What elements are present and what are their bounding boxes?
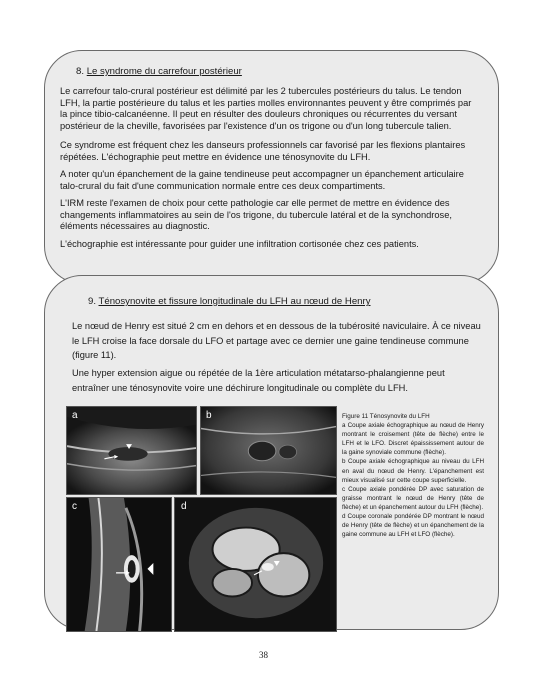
section-9-title xyxy=(88,296,371,307)
ultrasound-a-graphic xyxy=(67,407,196,494)
caption-c: c Coupe axiale pondérée DP avec saturation de graisse montrant le nœud de Henry (tête de flèche) et un épanchement autour du LFH (flèche). xyxy=(342,485,484,511)
section-9-title-text: Ténosynovite et fissure longitudinale du LFH au nœud de Henry xyxy=(98,296,371,307)
section-8-paragraph-3: A noter qu'un épanchement de la gaine tendineuse peut accompagner un épanchement articulaire talo-crural du fait d'une communication normale entre ces deux compartiments. xyxy=(60,169,464,191)
section-9-number: 9. xyxy=(88,296,97,307)
caption-b: b Coupe axiale échographique au niveau du LFH en aval du nœud de Henry. L'épanchement est mieux visualisé sur cette coupe superficielle. xyxy=(342,458,484,484)
section-8-paragraph-5: L'échographie est intéressante pour guider une infiltration cortisonée chez ces patients. xyxy=(60,239,419,249)
figure-image-b-ultrasound xyxy=(200,406,337,495)
ultrasound-b-graphic xyxy=(201,407,336,494)
figure-caption xyxy=(342,412,484,539)
caption-a: a Coupe axiale échographique au nœud de Henry montrant le croisement (tête de flèche) entre le LFH et le LFO. Discret épaississement autour de la gaine synoviale commune (flèche). xyxy=(342,422,484,457)
figure-label-b: b xyxy=(206,410,212,421)
caption-title: Figure 11 Ténosynovite du LFH xyxy=(342,413,430,420)
figure-image-d-mri xyxy=(174,497,337,632)
figure-image-c-mri xyxy=(66,497,172,632)
figure-image-a-ultrasound xyxy=(66,406,197,495)
section-9-paragraph-2: Une hyper extension aigue ou répétée de la 1ère articulation métatarso-phalangienne peut entraîner une ténosynovite voire une déchirure longitudinale ou complète du LFH. xyxy=(72,368,445,393)
figure-label-a: a xyxy=(72,410,78,421)
section-9-paragraph-1: Le nœud de Henry est situé 2 cm en dehors et en dessous de la tubérosité naviculaire. À ce niveau le LFH croise la face dorsale du LFO et partage avec ce dernier une gaine tendineuse commune (figure 11). xyxy=(72,321,481,360)
section-8-paragraph-1: Le carrefour talo-crural postérieur est délimité par les 2 tubercules postérieurs du talus. Le tendon LFH, la partie postérieure du talus et les parties molles environnantes peuvent y être comprimés par la pince tibio-calcanéenne. Il peut en résulter des douleurs chroniques ou récurrentes du versant postérieur de la cheville, favorisées par l'existence d'un os trigone ou d'un long tubercule talien. xyxy=(60,86,472,131)
mri-d-graphic xyxy=(175,498,336,631)
section-8-title xyxy=(76,66,242,77)
page-number: 38 xyxy=(259,650,268,660)
section-8-number: 8. xyxy=(76,66,85,77)
figure-label-c: c xyxy=(72,501,77,512)
figure-label-d: d xyxy=(181,501,187,512)
section-8-paragraph-2: Ce syndrome est fréquent chez les danseurs professionnels car favorisé par les flexions plantaires répétées. L'échographie peut mettre en évidence une ténosynovite du LFH. xyxy=(60,140,466,162)
section-8-title-text: Le syndrome du carrefour postérieur xyxy=(86,66,242,77)
section-8-paragraph-4: L'IRM reste l'examen de choix pour cette pathologie car elle permet de mettre en évidence des changements inflammatoires au sein de l'os trigone, du tubercule latéral et de la synchondrose, éléments nécessaires au diagnostic. xyxy=(60,198,452,232)
mri-c-graphic xyxy=(67,498,171,631)
caption-d: d Coupe coronale pondérée DP montrant le nœud de Henry (tête de flèche) et un épanchement de la gaine commune au LFH et LFO (flèche). xyxy=(342,513,484,539)
